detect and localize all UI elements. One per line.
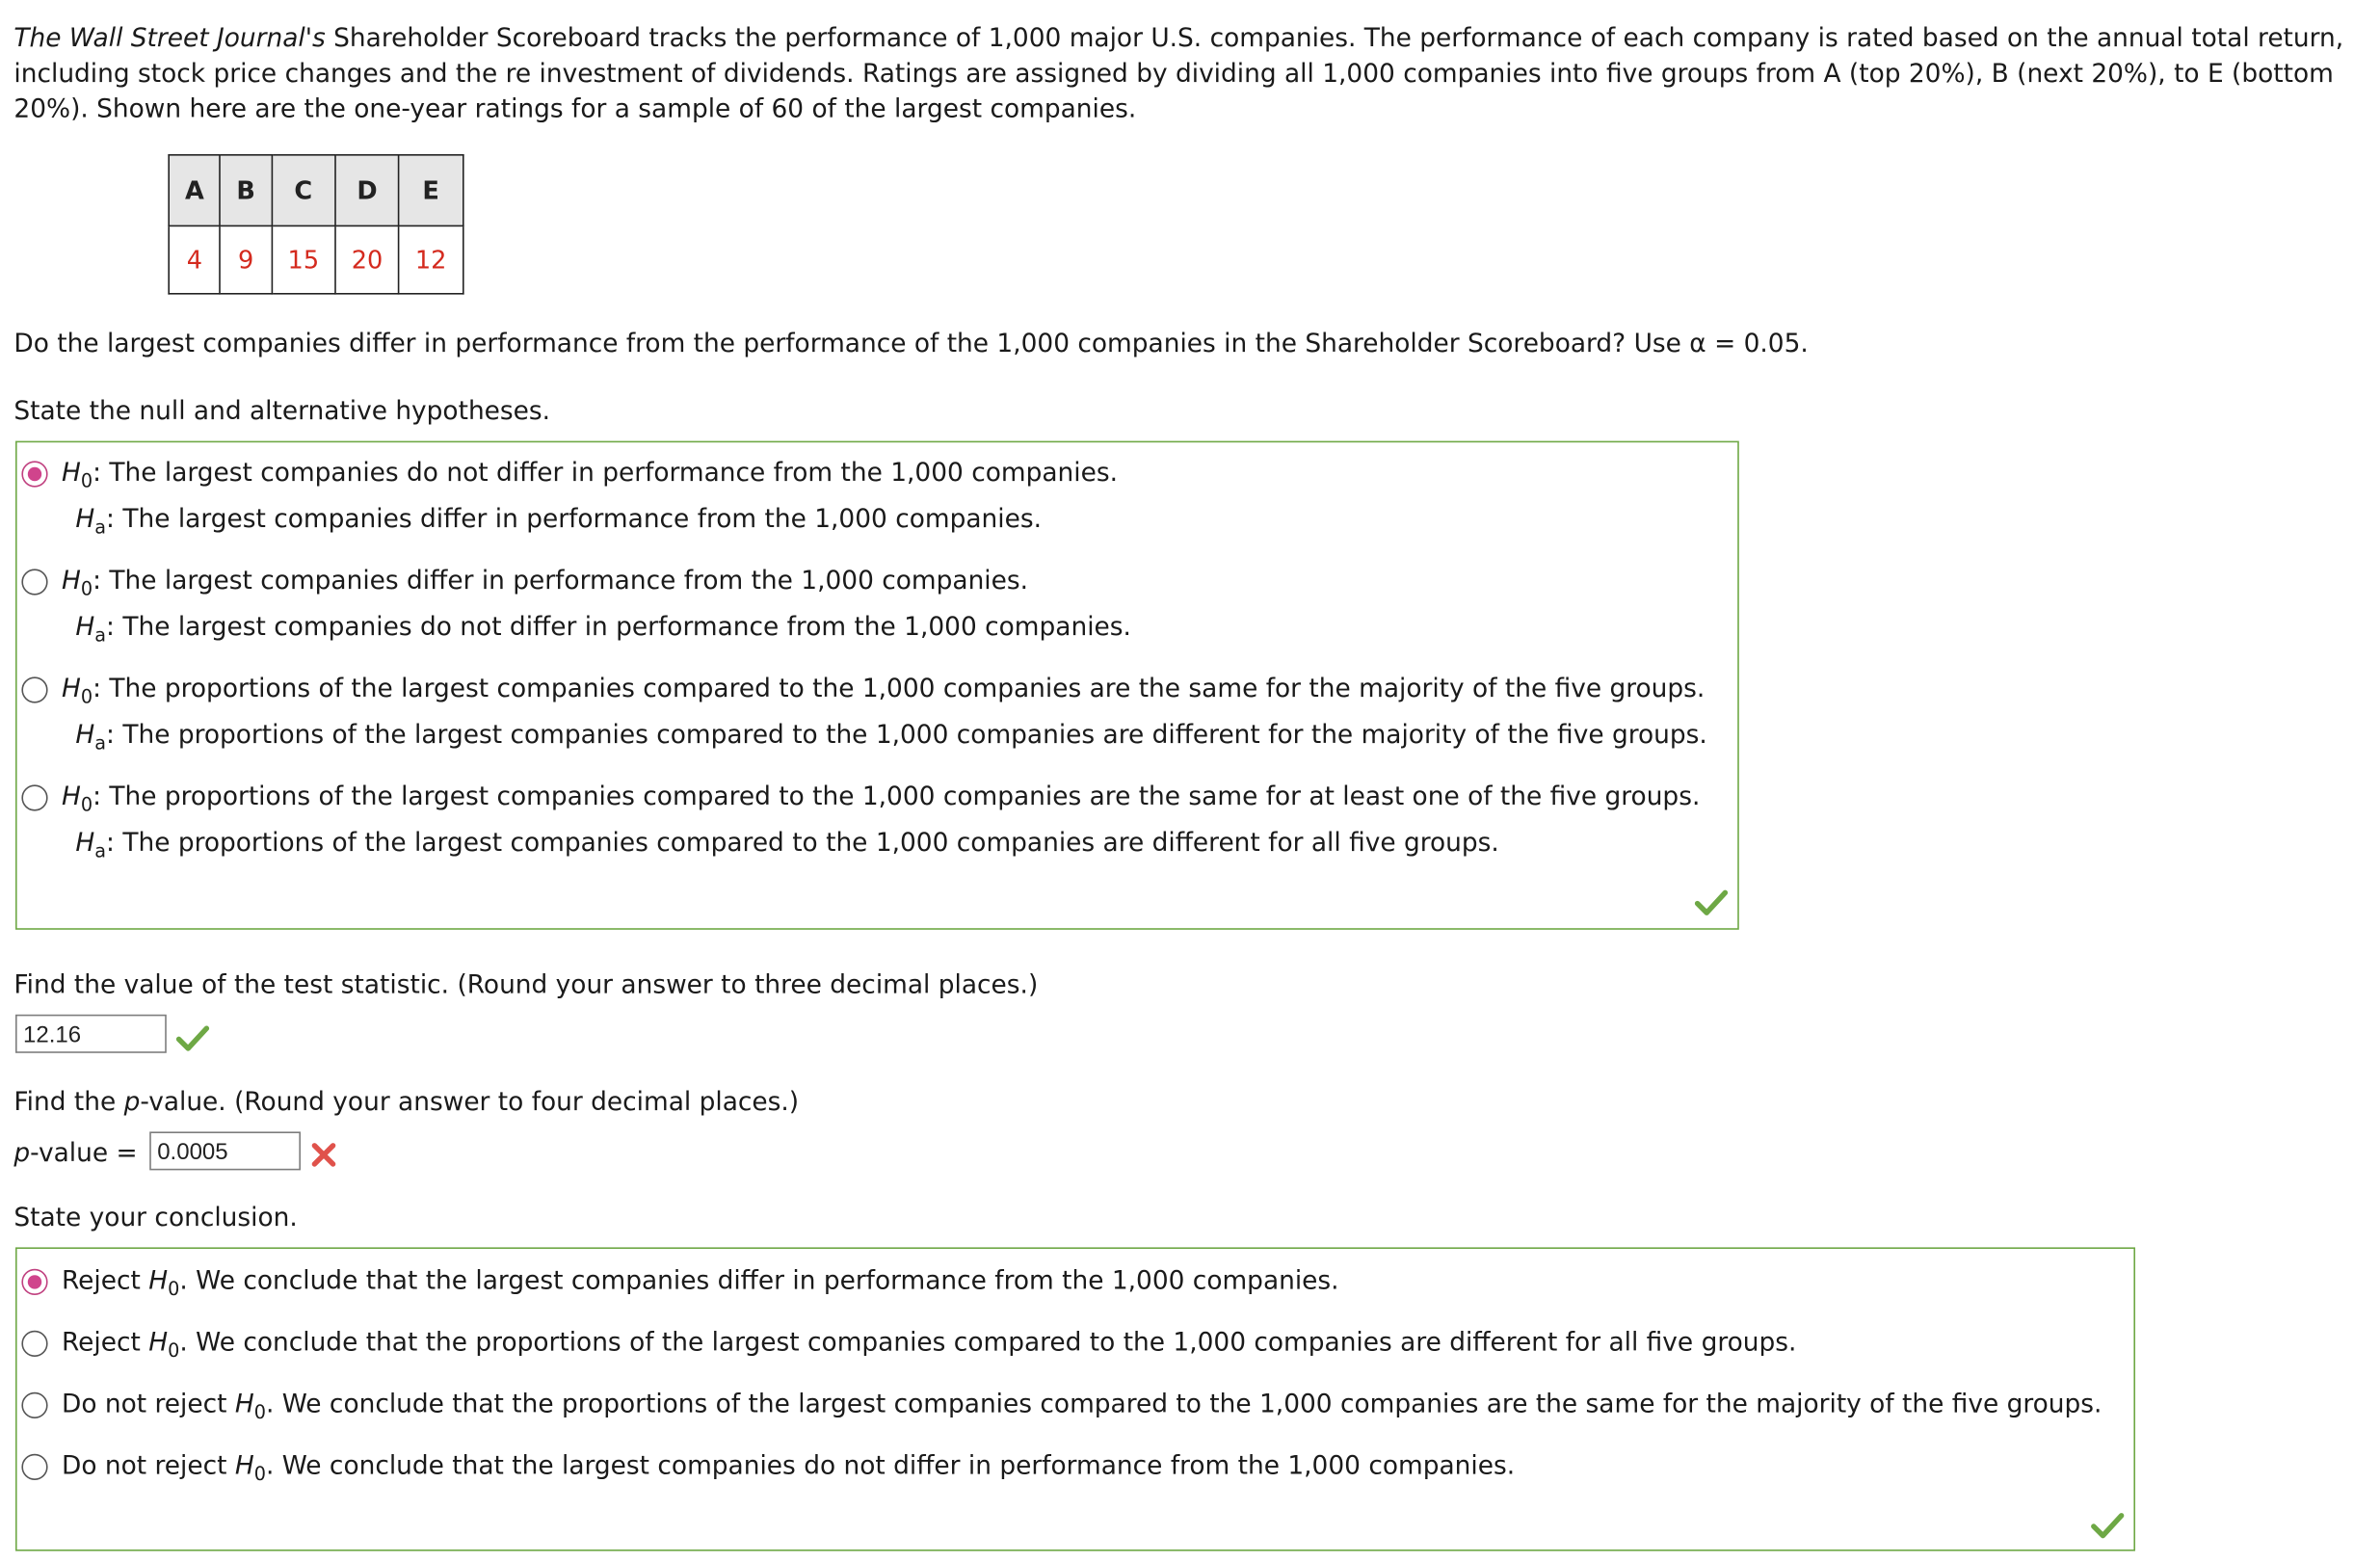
conclusion-statement: . We conclude that the largest companies differ in performance from the 1,000 companies. [179,1265,1339,1295]
conclusion-statement: . We conclude that the proportions of the largest companies compared to the 1,000 companies are different for all five groups. [179,1327,1797,1357]
conclusion-prompt: State your conclusion. [13,1203,298,1232]
table-value-cell: 12 [399,225,463,293]
h0-subscript: 0 [253,1463,266,1485]
table-value-row [169,225,463,293]
ha-symbol: H [75,504,95,534]
source-name: The Wall Street Journal's [13,23,326,53]
check-icon [2091,1511,2125,1539]
conclusion-pre: Reject [62,1265,149,1295]
radio-button[interactable] [21,1454,47,1480]
h0-subscript: 0 [168,1278,180,1300]
conclusion-pre: Do not reject [62,1389,235,1418]
ha-symbol: H [75,612,95,642]
h0-symbol: H [62,458,81,488]
table-value-cell: 15 [272,225,335,293]
h0-subscript: 0 [253,1401,266,1423]
ha-symbol: H [75,720,95,750]
ha-statement: : The proportions of the largest companies compared to the 1,000 companies are different for the majority of the five groups. [106,720,1707,750]
p-value-input[interactable]: 0.0005 [149,1131,301,1170]
table-value-cell: 20 [335,225,399,293]
problem-intro [13,20,2369,126]
ha-statement: : The largest companies do not differ in performance from the 1,000 companies. [106,612,1131,642]
h0-symbol: H [148,1265,169,1295]
h0-subscript: 0 [80,470,93,492]
radio-button[interactable] [21,1392,47,1418]
check-icon [1694,888,1728,916]
ha-subscript: a [94,840,107,862]
p-value-prompt-after: -value. (Round your answer to four decimal places.) [140,1087,800,1117]
table-value-cell: 9 [221,225,272,293]
h0-symbol: H [148,1327,169,1357]
table-header-row [169,155,463,226]
p-value-label-rest: -value = [30,1137,138,1168]
intro-text: Shareholder Scoreboard tracks the performance of 1,000 major U.S. companies. The performance of each company is rated based on the annual total return, including stock price changes and the re investment of dividends. Ratings are assigned by dividing all 1,000 companies into five groups from A (top 20%), B (next 20%), to E (bottom 20%). Shown here are the one-year ratings for a sample of 60 of the largest companies. [13,23,2344,123]
radio-button[interactable] [21,569,47,595]
hypotheses-prompt: State the null and alternative hypotheses. [13,396,551,426]
h0-symbol: H [234,1389,254,1418]
h0-statement: : The proportions of the largest companies compared to the 1,000 companies are the same for at least one of the five groups. [93,782,1701,811]
h0-subscript: 0 [80,686,93,708]
p-value-prompt-before: Find the [13,1087,124,1117]
h0-subscript: 0 [80,794,93,816]
table-value-cell: 4 [169,225,220,293]
radio-button[interactable] [21,676,47,702]
h0-symbol: H [234,1450,254,1480]
ha-subscript: a [94,517,107,539]
radio-button[interactable] [21,1269,47,1295]
h0-statement: : The largest companies do not differ in performance from the 1,000 companies. [93,458,1118,488]
table-header-cell: B [221,155,272,226]
h0-symbol: H [62,782,81,811]
conclusion-pre: Reject [62,1327,149,1357]
question-text: Do the largest companies differ in performance from the performance of the 1,000 companies in the Shareholder Scoreboard? Use α = 0.05. [13,328,1809,358]
radio-button[interactable] [21,784,47,810]
ha-subscript: a [94,732,107,755]
conclusion-statement: . We conclude that the largest companies do not differ in performance from the 1,000 companies. [265,1450,1516,1480]
conclusion-pre: Do not reject [62,1450,235,1480]
h0-statement: : The proportions of the largest companies compared to the 1,000 companies are the same for the majority of the five groups. [93,674,1706,703]
h0-symbol: H [62,674,81,703]
radio-button[interactable] [21,461,47,487]
radio-button[interactable] [21,1331,47,1357]
p-value-label [13,1135,137,1171]
p-value-prompt-italic: p [123,1087,141,1117]
ha-symbol: H [75,828,95,858]
table-header-cell: E [399,155,463,226]
conclusion-answer-box [15,1247,2135,1550]
test-statistic-input[interactable]: 12.16 [15,1015,167,1053]
table-header-cell: D [335,155,399,226]
ratings-table [168,154,463,295]
x-icon [310,1141,338,1169]
conclusion-statement: . We conclude that the proportions of the largest companies compared to the 1,000 companies are the same for the majority of the five groups. [265,1389,2102,1418]
hypotheses-answer-box [15,441,1739,930]
ha-statement: : The largest companies differ in performance from the 1,000 companies. [106,504,1043,534]
table-header-cell: A [169,155,220,226]
h0-subscript: 0 [80,578,93,600]
ha-subscript: a [94,624,107,647]
ha-statement: : The proportions of the largest companies compared to the 1,000 companies are different for all five groups. [106,828,1499,858]
h0-subscript: 0 [168,1339,180,1362]
test-statistic-prompt: Find the value of the test statistic. (Round your answer to three decimal places.) [13,969,1039,999]
p-value-prompt [13,1084,799,1120]
h0-symbol: H [62,566,81,596]
table-header-cell: C [272,155,335,226]
check-icon [175,1023,209,1051]
p-value-label-italic: p [13,1137,31,1168]
h0-statement: : The largest companies differ in performance from the 1,000 companies. [93,566,1029,596]
